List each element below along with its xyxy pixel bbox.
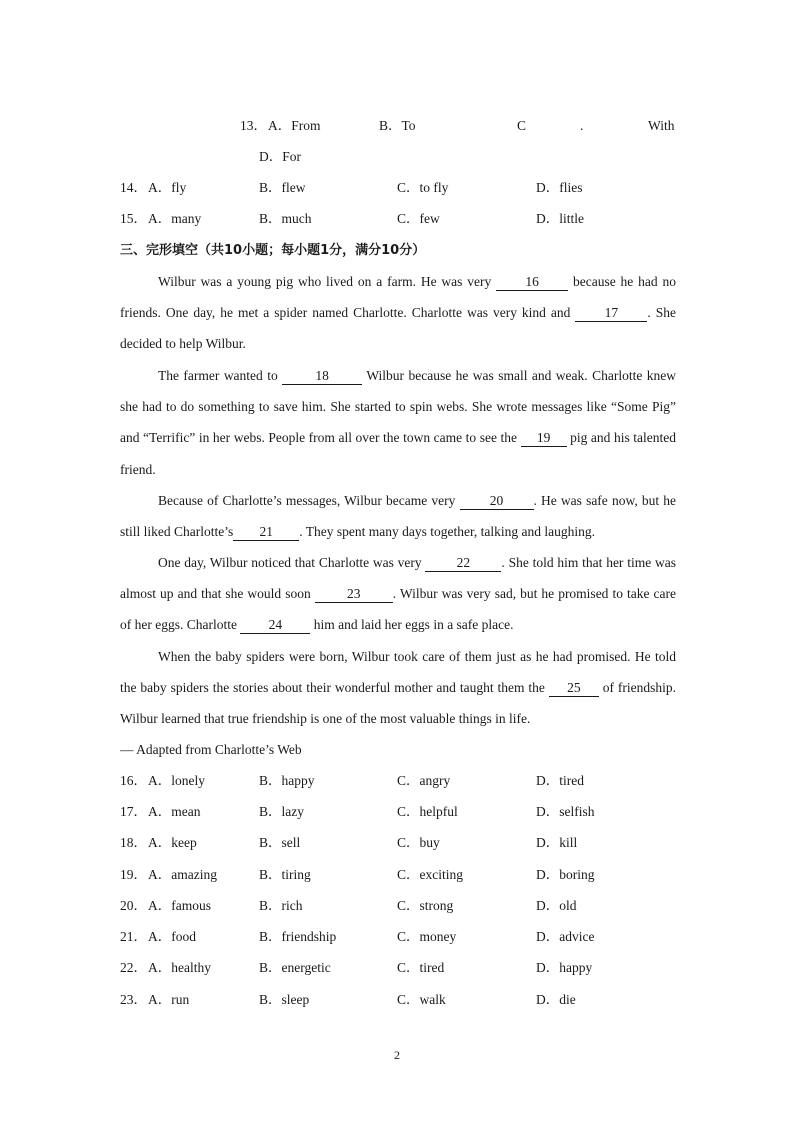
option-d: D．advice — [536, 929, 595, 944]
option-a: A．keep — [148, 835, 197, 850]
option-c: C．angry — [397, 773, 451, 788]
blank-23: 23 — [315, 586, 393, 603]
question-number: 15． — [120, 211, 147, 226]
option-b: B．sleep — [259, 992, 310, 1007]
option-b: B．lazy — [259, 804, 304, 819]
blank-21: 21 — [233, 524, 299, 541]
section-heading: 三、完形填空（共10小题；每小题1分，满分10分） — [120, 243, 426, 258]
question-19 — [120, 865, 676, 885]
option-a: A．run — [148, 992, 190, 1007]
passage-text: him and laid her eggs in a safe place. — [310, 617, 514, 633]
option-b: B．tiring — [259, 867, 311, 882]
option-b: B．much — [259, 211, 312, 226]
question-number: 19． — [120, 867, 147, 882]
blank-24: 24 — [240, 617, 310, 634]
blank-22: 22 — [425, 555, 501, 572]
blank-25: 25 — [549, 680, 599, 697]
option-c: C — [517, 118, 527, 133]
passage-text: pig and his talented friend. — [120, 430, 676, 477]
passage-paragraph-5 — [120, 641, 676, 735]
question-number: 13． — [240, 118, 267, 133]
question-number: 14． — [120, 180, 147, 195]
passage-paragraph-1 — [120, 266, 676, 360]
option-a: A．famous — [148, 898, 211, 913]
option-a: A．healthy — [148, 960, 211, 975]
option-d: D．boring — [536, 867, 595, 882]
option-b: B．rich — [259, 898, 303, 913]
question-21 — [120, 927, 676, 947]
option-d: D．little — [536, 211, 584, 226]
passage-text: of friendship. Wilbur learned that true friendship is one of the most valuable things in life. — [120, 680, 677, 727]
passage-text: . She decided to help Wilbur. — [120, 305, 676, 352]
option-c: C．money — [397, 929, 457, 944]
passage-text: One day, Wilbur noticed that Charlotte was very — [158, 555, 426, 570]
passage-text: Wilbur because he was small and weak. Charlotte knew she had to do something to save him. She started to spin webs. She wrote messages like “Some Pig” and “Terrific” in her webs. People from all over the town came to see the — [120, 368, 676, 446]
option-d: D．tired — [536, 773, 584, 788]
option-a: A．lonely — [148, 773, 205, 788]
option-c: C．tired — [397, 960, 445, 975]
question-13 — [120, 116, 676, 136]
question-number: 16． — [120, 773, 147, 788]
option-c: C．walk — [397, 992, 446, 1007]
option-a: A．amazing — [148, 867, 217, 882]
passage-source: — Adapted from Charlotte’s Web — [120, 742, 302, 757]
page-number: 2 — [394, 1048, 400, 1062]
option-b: B．friendship — [259, 929, 337, 944]
option-c: C．few — [397, 211, 440, 226]
passage-text: Because of Charlotte’s messages, Wilbur became very — [158, 493, 460, 508]
option-d: D．selfish — [536, 804, 595, 819]
question-13-d — [120, 147, 676, 167]
question-16 — [120, 771, 676, 791]
question-23 — [120, 990, 676, 1010]
passage-text: . Wilbur was very sad, but he promised to take care of her eggs. Charlotte — [120, 586, 677, 633]
option-b: B．flew — [259, 180, 306, 195]
option-a: A．fly — [148, 180, 187, 195]
blank-20: 20 — [460, 493, 534, 510]
option-c: C．exciting — [397, 867, 463, 882]
passage-text: . He was safe now, but he still liked Charlotte’s — [120, 493, 676, 540]
option-a: A．From — [268, 118, 321, 133]
option-c: C．strong — [397, 898, 454, 913]
option-d: D．happy — [536, 960, 593, 975]
blank-18: 18 — [282, 368, 362, 385]
blank-17: 17 — [575, 305, 647, 322]
passage-text: The farmer wanted to — [158, 368, 283, 383]
passage-text: because he had no friends. One day, he met a spider named Charlotte. Charlotte was very kind and — [120, 274, 676, 321]
question-17 — [120, 802, 676, 822]
passage-paragraph-2 — [120, 360, 676, 485]
question-number: 21． — [120, 929, 147, 944]
question-20 — [120, 896, 676, 916]
option-c: C．to fly — [397, 180, 449, 195]
question-number: 20． — [120, 898, 147, 913]
question-number: 17． — [120, 804, 147, 819]
passage-text: . She told him that her time was almost up and that she would soon — [120, 555, 676, 602]
option-d: D．die — [536, 992, 576, 1007]
option-a: A．many — [148, 211, 202, 226]
question-15 — [120, 209, 676, 229]
option-b: B．energetic — [259, 960, 331, 975]
blank-19: 19 — [521, 430, 567, 447]
question-18 — [120, 833, 676, 853]
question-14 — [120, 178, 676, 198]
option-a: A．food — [148, 929, 196, 944]
option-c-text: With — [648, 118, 675, 133]
passage-paragraph-3 — [120, 485, 676, 547]
blank-16: 16 — [496, 274, 568, 291]
passage-text: Wilbur was a young pig who lived on a farm. He was very — [158, 274, 497, 289]
question-number: 18． — [120, 835, 147, 850]
passage-text: When the baby spiders were born, Wilbur took care of them just as he had promised. He told the baby spiders the stories about their wonderful mother and taught them the — [120, 649, 676, 696]
passage-paragraph-4 — [120, 547, 676, 641]
option-d: D．old — [536, 898, 577, 913]
option-c: C．helpful — [397, 804, 458, 819]
question-22 — [120, 958, 676, 978]
option-c: C．buy — [397, 835, 440, 850]
option-b: B．To — [379, 118, 416, 133]
option-d: D．For — [259, 149, 302, 164]
option-a: A．mean — [148, 804, 201, 819]
question-number: 22． — [120, 960, 147, 975]
option-d: D．kill — [536, 835, 578, 850]
option-b: B．sell — [259, 835, 301, 850]
option-b: B．happy — [259, 773, 315, 788]
question-number: 23． — [120, 992, 147, 1007]
option-d: D．flies — [536, 180, 583, 195]
passage-text: . They spent many days together, talking and laughing. — [299, 524, 596, 540]
option-c-dot: . — [580, 118, 584, 133]
